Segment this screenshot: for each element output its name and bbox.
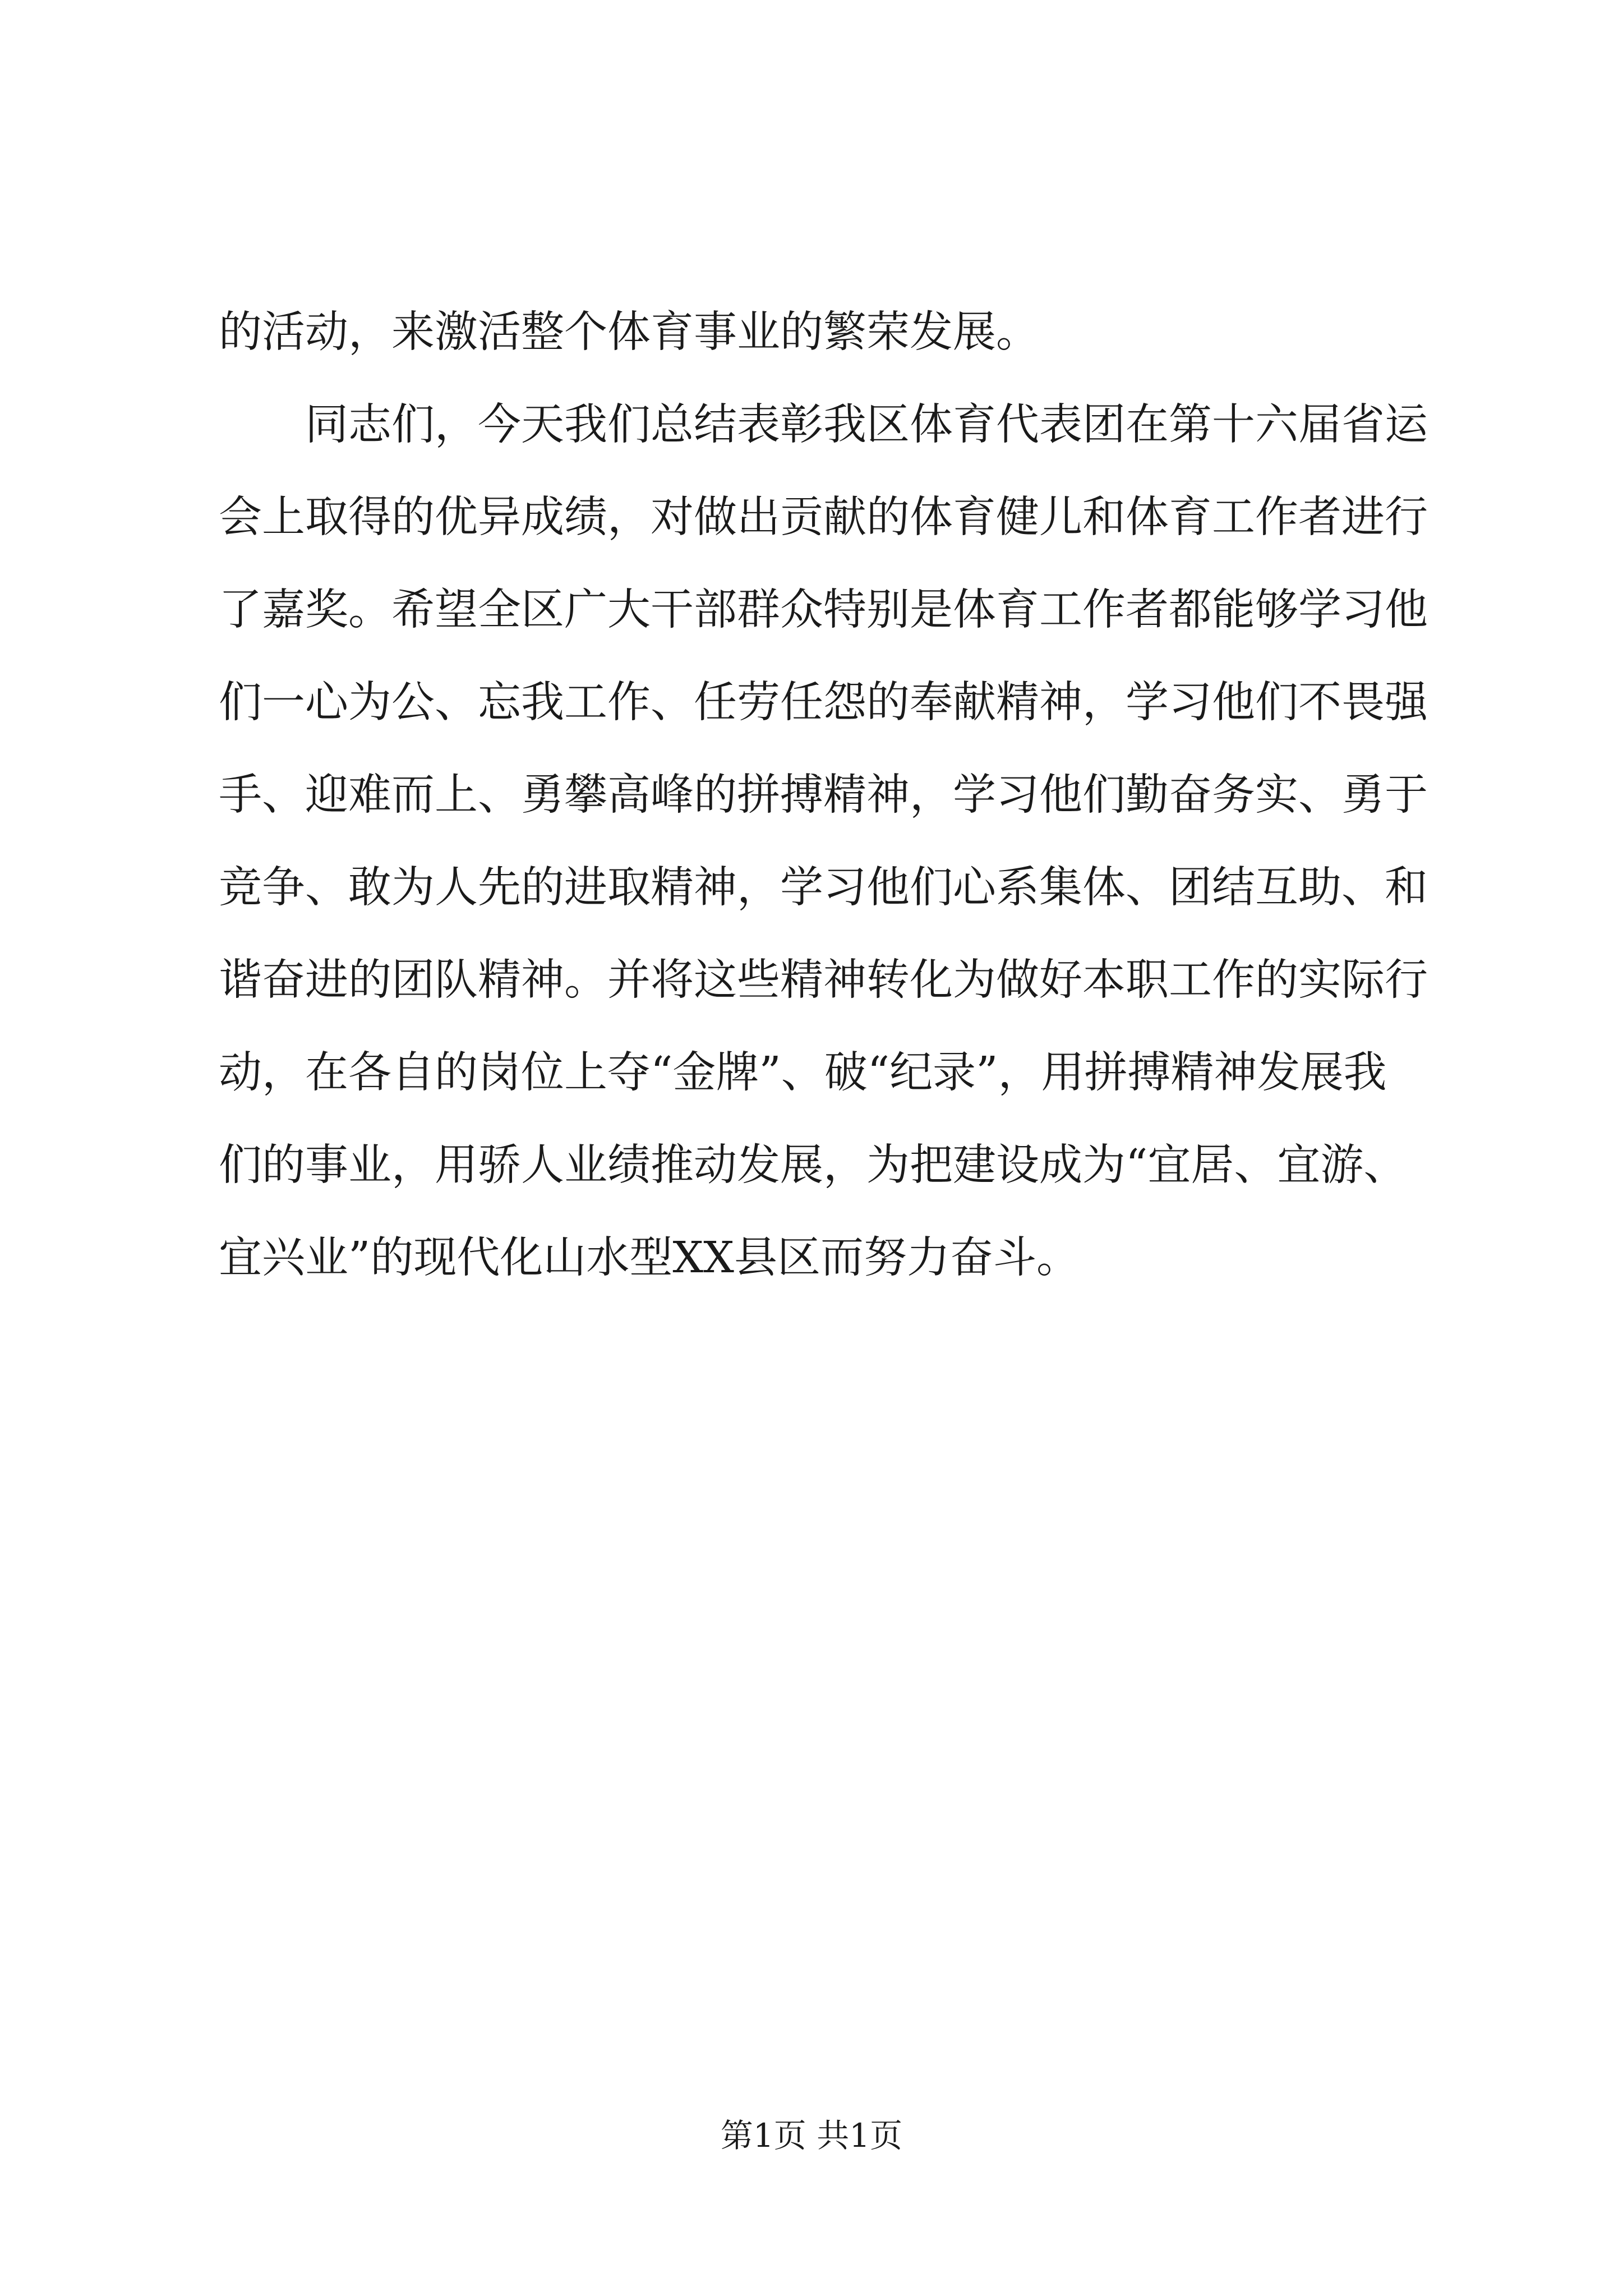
- text-line: 的活动，来激活整个体育事业的繁荣发展。: [219, 307, 1039, 357]
- text-line: 宜兴业”的现代化山水型XX县区而努力奋斗。: [219, 1233, 1080, 1283]
- text-line: 们的事业，用骄人业绩推动发展，为把建设成为“宜居、宜游、: [219, 1140, 1407, 1190]
- text-line: 们一心为公、忘我工作、任劳任怨的奉献精神，学习他们不畏强: [219, 678, 1428, 728]
- text-line: 同志们，今天我们总结表彰我区体育代表团在第十六届省运: [219, 400, 1428, 450]
- text-line: 竞争、敢为人先的进取精神，学习他们心系集体、团结互助、和: [219, 863, 1428, 913]
- body-text: [219, 286, 1428, 1304]
- text-line: 了嘉奖。希望全区广大干部群众特别是体育工作者都能够学习他: [219, 585, 1428, 635]
- page-footer: 第1页 共1页: [720, 2116, 903, 2155]
- text-line: 手、迎难而上、勇攀高峰的拼搏精神，学习他们勤奋务实、勇于: [219, 770, 1428, 820]
- text-line: 谐奋进的团队精神。并将这些精神转化为做好本职工作的实际行: [219, 955, 1428, 1005]
- text-line: 动，在各自的岗位上夺“金牌”、破“纪录”，用拼搏精神发展我: [219, 1048, 1387, 1098]
- text-line: 会上取得的优异成绩，对做出贡献的体育健儿和体育工作者进行: [219, 493, 1428, 542]
